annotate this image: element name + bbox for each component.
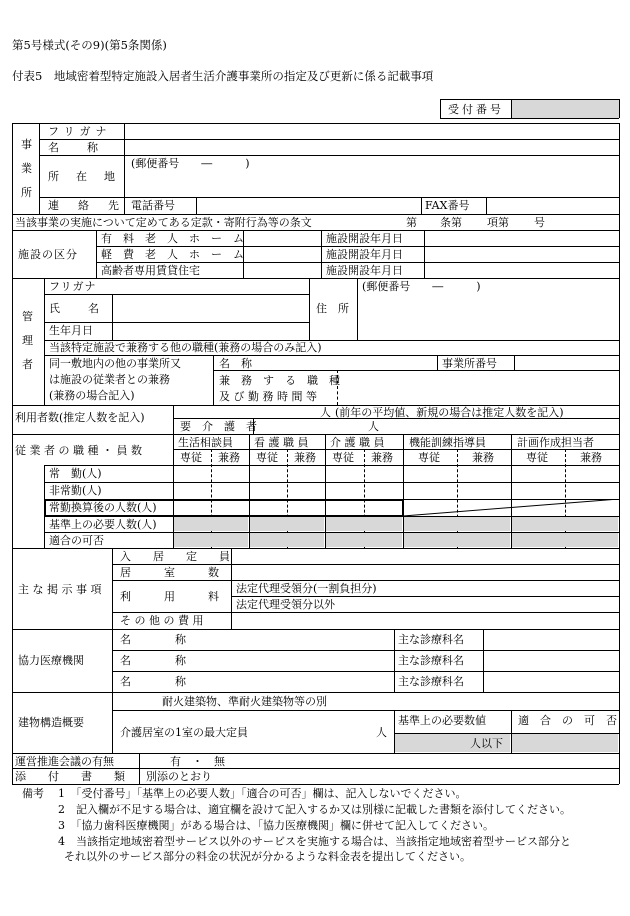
display-other: そ の 他 の 費 用: [120, 614, 204, 627]
grid-line: [440, 118, 619, 119]
grid-line: [44, 278, 45, 405]
building-required: 基準上の必要数値: [398, 714, 486, 727]
manager-other-role: 当該特定施設で兼務する他の職種(兼務の場合のみ記入): [49, 341, 322, 354]
display-fee-2: 法定代理受領分以外: [236, 598, 335, 611]
note-2: 2 記入欄が不足する場合は、適宜欄を設けて記入するか又は別様に記載した書類を添付してください。: [58, 803, 571, 816]
grid-line: [424, 230, 425, 278]
meeting-value[interactable]: 有 ・ 無: [170, 755, 225, 768]
staff-label: 従 業 者 の 職 種 ・ 員 数: [15, 444, 142, 457]
form-title: 第5号様式(その9)(第5条関係): [12, 38, 167, 52]
medical-dept-2: 主な診療科名: [398, 654, 464, 667]
grid-line: [39, 197, 619, 198]
note-3: 3 「協力歯科医療機関」がある場合は、「協力医療機関」欄に併せて記入してください。: [58, 819, 494, 832]
business-fax-label: FAX番号: [425, 199, 470, 212]
facility-type-3: 高齢者専用賃貸住宅: [101, 264, 200, 277]
grid-line: [173, 449, 619, 450]
grid-line: [12, 692, 619, 693]
grid-line: [357, 278, 358, 340]
grid-line: [12, 214, 619, 215]
part-4: 兼務: [472, 451, 494, 464]
building-compliance: 適 合 の 可 否: [518, 714, 617, 727]
shaded-cell: [404, 533, 510, 547]
business-group-char-3: 所: [21, 186, 32, 199]
business-group-char-1: 事: [21, 138, 32, 151]
manager-dob-label: 生年月日: [49, 324, 93, 337]
note-1: 1 「受付番号」「基準上の必要人数」「適合の可否」欄は、記入しないでください。: [58, 787, 467, 800]
grid-line: [12, 230, 619, 231]
grid-line: [12, 278, 619, 279]
building-capacity-unit: 人: [376, 726, 387, 739]
manager-group-char-2: 理: [22, 334, 33, 347]
grid-line: [12, 629, 619, 630]
grid-line: [112, 564, 619, 565]
manager-role-1: 兼 務 す る 職 種: [219, 374, 340, 387]
grid-line: [309, 278, 310, 340]
note-4-continued: それ以外のサービス部分の料金の状況が分かるような料金表を提出してください。: [64, 850, 471, 863]
staff-col-5: 計画作成担当者: [517, 436, 594, 449]
grid-line: [96, 230, 97, 278]
display-fee-1: 法定代理受領分(一割負担分): [236, 582, 377, 595]
grid-line: [394, 629, 395, 692]
shaded-cell: [250, 533, 324, 547]
building-fireproof: 耐火建築物、準耐火建築物等の別: [162, 695, 327, 708]
grid-line: [511, 99, 512, 118]
grid-line: [440, 99, 619, 100]
manager-name-label: 氏 名: [49, 302, 101, 315]
users-note: (前年の平均値、新規の場合は推定人数を記入): [335, 406, 564, 419]
medical-name-2: 名 称: [120, 654, 186, 667]
grid-line: [39, 123, 40, 214]
appendix-title: 付表5 地域密着型特定施設入居者生活介護事業所の指定及び更新に係る記載事項: [12, 69, 434, 83]
grid-line: [112, 629, 113, 692]
users-label: 利用者数(推定人数を記入): [15, 411, 145, 424]
grid-line: [44, 482, 619, 483]
grid-line: [12, 123, 619, 124]
business-postal: (郵便番号 ― ): [131, 157, 250, 170]
articles-label: 当該事業の実施について定めてある定款・寄附行為等の条文: [15, 216, 312, 229]
grid-line: [231, 596, 619, 597]
part-1: 兼務: [218, 451, 240, 464]
grid-line: [44, 355, 619, 356]
manager-same-site-3: (兼務の場合記入): [49, 389, 135, 402]
grid-line: [437, 355, 438, 370]
manager-office-no-label: 事業所番号: [442, 357, 497, 370]
facility-type-label: 施設の区分: [18, 248, 78, 261]
medical-name-1: 名 称: [120, 633, 186, 646]
manager-role-2: 及 び 勤 務 時 間 等: [219, 390, 317, 403]
grid-line: [619, 99, 620, 118]
full-1: 専従: [180, 451, 202, 464]
grid-line: [483, 629, 484, 692]
grid-line: [231, 548, 232, 629]
shaded-cell: [512, 533, 618, 547]
shaded-cell: [326, 517, 402, 531]
grid-line: [112, 650, 619, 651]
grid-line: [112, 710, 619, 711]
grid-line: [12, 784, 619, 785]
grid-line: [619, 123, 620, 784]
receipt-number-label: 受付番号: [448, 103, 504, 116]
full-2: 専従: [256, 451, 278, 464]
staff-row-converted: 常勤換算後の人数(人): [49, 501, 157, 514]
display-rooms: 居 室 数: [120, 566, 219, 579]
grid-line: [44, 322, 309, 323]
care-label: 要 介 護 者: [180, 420, 257, 433]
grid-line: [213, 370, 619, 371]
building-capacity: 介護居室の1室の最大定員: [120, 726, 248, 739]
grid-line: [96, 262, 619, 263]
medical-name-3: 名 称: [120, 675, 186, 688]
medical-label: 協力医療機関: [18, 654, 84, 667]
grid-line: [112, 692, 113, 753]
shaded-cell: [326, 533, 402, 547]
facility-date-label-1: 施設開設年月日: [326, 232, 403, 245]
article-item: 号: [534, 216, 545, 229]
attachments-value: 別添のとおり: [146, 770, 212, 783]
shaded-cell: [250, 517, 324, 531]
manager-address-label: 住 所: [316, 302, 349, 315]
grid-line: [173, 405, 174, 434]
note-4: 4 当該指定地域密着型サービス以外のサービスを実施する場合は、当該指定地域密着型サービス部分と: [58, 835, 571, 848]
grid-line: [112, 612, 619, 613]
business-address-label: 所 在 地: [48, 170, 118, 183]
grid-line: [112, 580, 619, 581]
grid-line: [12, 123, 13, 784]
building-label: 建物構造概要: [18, 716, 84, 729]
article-clause-2: 項第: [487, 216, 509, 229]
building-below: 人以下: [470, 737, 503, 750]
business-furigana-label: フリガナ: [48, 125, 112, 138]
grid-line: [12, 768, 619, 769]
business-group-char-2: 業: [21, 162, 32, 175]
attachments-label: 添 付 書 類: [15, 770, 125, 783]
display-move-in: 入 居 定 員: [120, 550, 230, 563]
display-fee: 利 用 料: [120, 590, 219, 603]
grid-line: [213, 355, 214, 405]
article-no: 第: [406, 216, 417, 229]
staff-row-required: 基準上の必要人数(人): [49, 518, 157, 531]
full-5: 専従: [526, 451, 548, 464]
diagonal-strike: [403, 499, 619, 516]
staff-col-2: 看 護 職 員: [254, 436, 309, 449]
business-contact-label: 連 絡 先: [48, 199, 123, 212]
shaded-cell: [512, 734, 618, 752]
grid-line: [321, 230, 322, 278]
grid-line: [112, 548, 113, 629]
manager-site-name-label: 名 称: [219, 357, 252, 370]
staff-row-compliance: 適合の可否: [49, 534, 104, 547]
grid-line: [44, 294, 309, 295]
grid-line: [440, 99, 441, 118]
grid-line: [12, 548, 619, 549]
grid-line: [39, 139, 619, 140]
grid-line: [124, 123, 125, 214]
grid-line: [39, 155, 619, 156]
grid-line: [486, 197, 487, 214]
manager-group-char-3: 者: [22, 358, 33, 371]
grid-line: [196, 197, 197, 214]
meeting-label: 運営推進会議の有無: [15, 755, 114, 768]
grid-line: [421, 197, 422, 214]
staff-col-4: 機能訓練指導員: [409, 436, 486, 449]
grid-line: [12, 434, 619, 435]
facility-date-label-3: 施設開設年月日: [326, 264, 403, 277]
grid-line: [112, 294, 113, 340]
medical-dept-1: 主な診療科名: [398, 633, 464, 646]
shaded-cell: [174, 517, 248, 531]
business-tel-label: 電話番号: [131, 199, 175, 212]
staff-row-part-time: 非常勤(人): [49, 484, 102, 497]
manager-group-char-1: 管: [22, 310, 33, 323]
care-unit: 人: [368, 420, 379, 433]
manager-postal: (郵便番号 ― ): [362, 280, 481, 293]
staff-row-full-time: 常 勤(人): [49, 467, 102, 480]
facility-type-2: 軽 費 老 人 ホ ー ム: [101, 248, 244, 261]
grid-line: [12, 753, 619, 754]
shaded-cell: [404, 517, 510, 531]
display-label: 主 な 掲 示 事 項: [18, 583, 102, 596]
full-4: 専従: [418, 451, 440, 464]
facility-date-label-2: 施設開設年月日: [326, 248, 403, 261]
grid-line: [44, 465, 619, 466]
grid-line: [96, 246, 619, 247]
shaded-cell: [512, 517, 618, 531]
manager-furigana-label: フリガナ: [49, 280, 97, 293]
shaded-cell: [174, 533, 248, 547]
staff-col-1: 生活相談員: [178, 436, 233, 449]
manager-same-site-1: 同一敷地内の他の事業所又: [49, 357, 181, 370]
grid-line: [514, 355, 515, 370]
notes-label: 備考: [22, 787, 44, 800]
grid-line: [112, 671, 619, 672]
business-name-label: 名 称: [48, 141, 100, 154]
staff-col-3: 介 護 職 員: [330, 436, 385, 449]
medical-dept-3: 主な診療科名: [398, 675, 464, 688]
users-unit: 人: [320, 406, 331, 419]
full-3: 専従: [332, 451, 354, 464]
facility-type-1: 有 料 老 人 ホ ー ム: [101, 232, 244, 245]
manager-same-site-2: は施設の従業者との兼務: [49, 373, 170, 386]
part-3: 兼務: [371, 451, 393, 464]
article-clause: 条第: [440, 216, 462, 229]
part-2: 兼務: [294, 451, 316, 464]
part-5: 兼務: [580, 451, 602, 464]
